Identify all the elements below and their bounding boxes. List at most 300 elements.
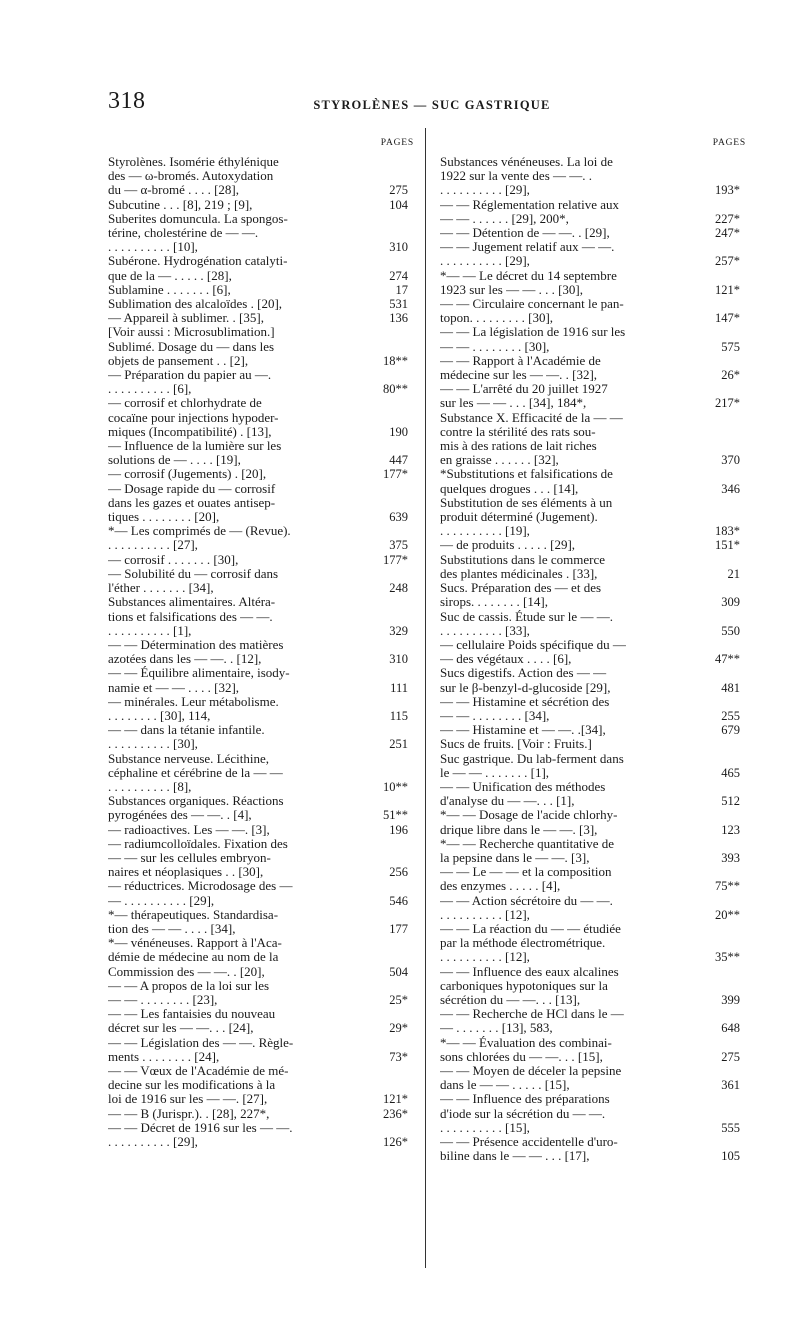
index-entry [108,212,408,226]
index-entry [108,325,408,339]
entry-text: — — Rapport à l'Académie de [440,353,601,368]
entry-text: — — Moyen de déceler la pepsine [440,1064,622,1078]
entry-text: carboniques hypotoniques sur la [440,978,608,993]
entry-text: tions et falsifications des — —. [108,609,273,624]
entry-text: [Voir aussi : Microsublimation.] [108,325,275,340]
index-entry [108,482,408,496]
entry-page: 73* [389,1049,408,1064]
entry-text: . . . . . . . . . . [29], [440,254,530,269]
entry-text: sur les — — . . . [34], 184*, [440,396,587,411]
index-entry [108,1121,408,1135]
index-entry [440,737,740,751]
entry-text: — — . . . . . . . . [30], [440,339,550,354]
entry-page: 136 [389,311,408,326]
entry-page: 105 [721,1149,740,1164]
index-entry [108,794,408,808]
entry-page: 310 [389,652,408,667]
index-entry [108,922,408,936]
entry-text: médecine sur les — —. . [32], [440,368,598,383]
entry-text: — corrosif et chlorhydrate de [108,396,262,411]
index-entry [108,695,408,709]
entry-text: tiques . . . . . . . . [20], [108,510,220,525]
entry-text: *— thérapeutiques. Standardisa- [108,907,279,922]
index-entry [440,780,740,794]
entry-page: 227* [715,211,740,226]
index-entry [440,297,740,311]
entry-page: 126* [383,1135,408,1150]
entry-text: Substances organiques. Réactions [108,794,284,809]
index-entry [440,752,740,766]
entry-text: — . . . . . . . . . . [29], [108,893,215,908]
index-entry [108,837,408,851]
index-entry [108,453,408,467]
entry-text: — — La législation de 1916 sur les [440,325,626,340]
index-entry [440,1135,740,1149]
entry-text: — — Décret de 1916 sur les — —. [108,1120,293,1135]
entry-text: *— — Recherche quantitative de [440,836,614,851]
index-entry [440,681,740,695]
index-entry [440,638,740,652]
entry-page: 639 [389,510,408,525]
index-entry [440,950,740,964]
index-entry [108,297,408,311]
index-entry [440,695,740,709]
page-number: 318 [108,88,146,114]
index-entry [440,1021,740,1035]
entry-text: . . . . . . . . . . [30], [108,737,198,752]
entry-page: 550 [721,623,740,638]
entry-text: Sucs. Préparation des — et des [440,581,602,596]
entry-text: . . . . . . . . . . [27], [108,538,198,553]
entry-page: 177 [389,921,408,936]
entry-text: — . . . . . . . [13], 583, [440,1021,553,1036]
entry-text: cocaïne pour injections hypoder- [108,410,279,425]
entry-text: 1922 sur la vente des — —. . [440,169,593,184]
index-entry [440,467,740,481]
entry-page: 375 [389,538,408,553]
index-entry [440,581,740,595]
index-entry [440,851,740,865]
index-entry [440,325,740,339]
index-entry [108,311,408,325]
entry-text: — — A propos de la loi sur les [108,978,270,993]
entry-page: 531 [389,297,408,312]
index-entry [108,538,408,552]
entry-page: 393 [721,850,740,865]
index-entry [440,993,740,1007]
entry-page: 256 [389,865,408,880]
entry-text: ments . . . . . . . . [24], [108,1049,220,1064]
index-entry [440,823,740,837]
entry-text: sons chlorées du — —. . . [15], [440,1049,603,1064]
index-entry [108,382,408,396]
entry-text: — — Circulaire concernant le pan- [440,297,624,312]
index-entry [108,226,408,240]
entry-page: 21 [727,566,740,581]
entry-text: dans le — — . . . . . [15], [440,1078,570,1093]
entry-page: 255 [721,708,740,723]
entry-text: — des végétaux . . . . [6], [440,652,572,667]
entry-text: . . . . . . . . . . [6], [108,382,192,397]
entry-page: 47** [715,652,740,667]
index-entry [440,368,740,382]
index-entry [108,894,408,908]
index-entry [108,496,408,510]
entry-text: produit déterminé (Jugement). [440,510,598,525]
entry-page: 147* [715,311,740,326]
entry-text: . . . . . . . . . . [10], [108,240,198,255]
index-entry [440,311,740,325]
index-entry [108,439,408,453]
entry-page: 236* [383,1106,408,1121]
index-entry [440,666,740,680]
entry-text: sur le β-benzyl-d-glucoside [29], [440,680,611,695]
index-entry [108,780,408,794]
entry-text: — — Jugement relatif aux — —. [440,240,615,255]
index-entry [108,766,408,780]
entry-text: — — Détermination des matières [108,637,284,652]
index-entry [440,510,740,524]
entry-text: Substances vénéneuses. La loi de [440,155,613,169]
entry-text: Suberites domuncula. La spongos- [108,211,288,226]
entry-text: — — dans la tétanie infantile. [108,723,265,738]
index-entry [440,709,740,723]
entry-text: — corrosif . . . . . . . [30], [108,552,239,567]
pages-label: PAGES [380,138,414,148]
index-entry [440,340,740,354]
entry-text: tion des — — . . . . [34], [108,921,236,936]
entry-text: la pepsine dans le — —. [3], [440,850,590,865]
entry-text: — Solubilité du — corrosif dans [108,566,279,581]
index-entry [440,198,740,212]
entry-page: 274 [389,268,408,283]
index-entry [440,894,740,908]
index-entry [440,226,740,240]
index-entry [440,567,740,581]
index-entry [440,183,740,197]
entry-page: 115 [389,708,408,723]
entry-page: 275 [721,1049,740,1064]
entry-text: — — B (Jurispr.). . [28], 227*, [108,1106,270,1121]
index-entry [440,155,740,169]
index-entry [108,652,408,666]
entry-page: 481 [721,680,740,695]
entry-text: — — Réglementation relative aux [440,197,620,212]
index-entry [108,425,408,439]
entry-text: *— Les comprimés de — (Revue). [108,524,291,539]
index-entry [108,865,408,879]
index-entry [440,936,740,950]
entry-page: 80** [383,382,408,397]
index-entry [108,993,408,1007]
index-entry [440,453,740,467]
entry-page: 275 [389,183,408,198]
entry-text: . . . . . . . . . . [29], [108,1135,198,1150]
entry-page: 257* [715,254,740,269]
index-entry [440,269,740,283]
index-entry [108,467,408,481]
entry-text: dans les gazes et ouates antisep- [108,495,276,510]
entry-text: — cellulaire Poids spécifique du — [440,637,626,652]
entry-page: 217* [715,396,740,411]
index-entry [108,808,408,822]
running-title: STYROLÈNES — SUC GASTRIQUE [313,98,551,112]
entry-text: *— — Le décret du 14 septembre [440,268,617,283]
entry-text: sirops. . . . . . . . [14], [440,595,548,610]
entry-page: 399 [721,992,740,1007]
index-entry [108,723,408,737]
entry-text: — — La réaction du — — étudiée [440,921,621,936]
entry-text: — minérales. Leur métabolisme. [108,694,279,709]
index-entry [108,396,408,410]
pages-label: PAGES [712,138,746,148]
index-entry [108,950,408,964]
index-entry [440,808,740,822]
index-entry [108,1135,408,1149]
index-entry [440,610,740,624]
index-entry [440,1064,740,1078]
index-entry [440,794,740,808]
entry-page: 177* [383,552,408,567]
index-entry [108,666,408,680]
entry-text: azotées dans les — —. . [12], [108,652,262,667]
entry-text: l'éther . . . . . . . [34], [108,581,214,596]
entry-page: 329 [389,623,408,638]
entry-text: — — . . . . . . [29], 200*, [440,211,569,226]
index-entry [440,1007,740,1021]
entry-text: — — Influence des préparations [440,1092,610,1107]
entry-page: 123 [721,822,740,837]
index-entry [108,340,408,354]
index-entry [440,1092,740,1106]
entry-page: 679 [721,723,740,738]
entry-page: 504 [389,964,408,979]
entry-text: Styrolènes. Isomérie éthylénique [108,155,279,169]
entry-text: *— — Dosage de l'acide chlorhy- [440,808,618,823]
index-entry [108,979,408,993]
entry-text: . . . . . . . . . . [19], [440,524,530,539]
index-entry [440,553,740,567]
index-entry [108,965,408,979]
entry-text: — Dosage rapide du — corrosif [108,481,276,496]
entry-page: 177* [383,467,408,482]
index-entry [440,908,740,922]
index-entry [108,510,408,524]
entry-text: . . . . . . . . . . [8], [108,779,192,794]
entry-text: namie et — — . . . . [32], [108,680,240,695]
index-entry [440,766,740,780]
entry-page: 251 [389,737,408,752]
index-entry [108,879,408,893]
entry-text: démie de médecine au nom de la [108,950,279,965]
entry-text: — — L'arrêté du 20 juillet 1927 [440,382,608,397]
index-entry [108,595,408,609]
entry-text: — de produits . . . . . [29], [440,538,576,553]
entry-page: 346 [721,481,740,496]
entry-text: . . . . . . . . . . [33], [440,623,530,638]
entry-text: — radioactives. Les — —. [3], [108,822,270,837]
index-entry [108,1050,408,1064]
index-entry [440,652,740,666]
index-entry [440,482,740,496]
entry-text: — — Équilibre alimentaire, isody- [108,666,290,681]
entry-page: 20** [715,907,740,922]
index-entry [108,567,408,581]
index-entry [108,1021,408,1035]
entry-text: . . . . . . . . [30], 114, [108,708,211,723]
entry-text: Subcutine . . . [8], 219 ; [9], [108,197,253,212]
entry-page: 111 [390,680,408,695]
entry-page: 26* [721,368,740,383]
index-entry [108,1107,408,1121]
entry-page: 104 [389,197,408,212]
entry-text: — Influence de la lumière sur les [108,439,282,454]
entry-text: — — Unification des méthodes [440,779,606,794]
index-entry [440,411,740,425]
index-entry [440,979,740,993]
entry-page: 546 [389,893,408,908]
entry-text: 1923 sur les — — . . . [30], [440,282,583,297]
entry-text: du — α-bromé . . . . [28], [108,183,240,198]
entry-text: mis à des rations de lait riches [440,439,597,454]
index-entry [108,681,408,695]
entry-text: . . . . . . . . . . [1], [108,623,192,638]
index-entry [108,269,408,283]
entry-text: solutions de — . . . . [19], [108,453,241,468]
entry-page: 447 [389,453,408,468]
entry-text: . . . . . . . . . . [12], [440,907,530,922]
entry-text: — — Les fantaisies du nouveau [108,1007,276,1022]
index-entry [108,851,408,865]
index-entry [108,553,408,567]
entry-text: Sublamine . . . . . . . [6], [108,282,231,297]
entry-page: 121* [383,1092,408,1107]
entry-page: 193* [715,183,740,198]
index-entry [108,198,408,212]
index-entry [108,283,408,297]
entry-text: — Appareil à sublimer. . [35], [108,311,264,326]
index-entry [108,1036,408,1050]
entry-text: *— — Évaluation des combinai- [440,1035,612,1050]
entry-page: 555 [721,1120,740,1135]
entry-text: Sublimé. Dosage du — dans les [108,339,275,354]
entry-text: Substitution de ses éléments à un [440,495,613,510]
entry-text: miques (Incompatibilité) . [13], [108,424,272,439]
index-entry [440,837,740,851]
entry-text: drique libre dans le — —. [3], [440,822,598,837]
entry-text: — — . . . . . . . . [34], [440,708,550,723]
index-entry [440,496,740,510]
entry-text: le — — . . . . . . . [1], [440,765,550,780]
entry-page: 51** [383,808,408,823]
entry-page: 121* [715,282,740,297]
index-entry [108,183,408,197]
entry-text: — — sur les cellules embryon- [108,850,271,865]
index-entry [108,823,408,837]
entry-text: biline dans le — — . . . [17], [440,1149,590,1164]
index-entry [440,1121,740,1135]
entry-text: en graisse . . . . . . [32], [440,453,559,468]
entry-page: 310 [389,240,408,255]
index-entry [440,439,740,453]
entry-text: . . . . . . . . . . [12], [440,950,530,965]
index-entries [108,155,408,1149]
entry-text: pyrogénées des — —. . [4], [108,808,252,823]
entry-text: *Substitutions et falsifications de [440,467,613,482]
index-entry [108,737,408,751]
index-entry [108,581,408,595]
entry-page: 247* [715,226,740,241]
index-entry [108,752,408,766]
entry-text: Sublimation des alcaloïdes . [20], [108,297,283,312]
entry-page: 648 [721,1021,740,1036]
index-entry [440,1036,740,1050]
index-entry [440,538,740,552]
entry-page: 361 [721,1078,740,1093]
index-entry [108,1007,408,1021]
entry-page: 465 [721,765,740,780]
entry-text: *— vénéneuses. Rapport à l'Aca- [108,936,282,951]
entry-text: — — Recherche de HCl dans le — [440,1007,624,1022]
index-entry [440,723,740,737]
index-entry [108,524,408,538]
entry-text: Sucs digestifs. Action des — — [440,666,607,681]
index-entry [440,922,740,936]
index-entry [440,1107,740,1121]
entry-text: loi de 1916 sur les — —. [27], [108,1092,268,1107]
index-entry [440,254,740,268]
entry-text: — — Présence accidentelle d'uro- [440,1135,618,1150]
index-entry [108,709,408,723]
entry-text: des plantes médicinales . [33], [440,566,598,581]
entry-text: contre la stérilité des rats sou- [440,424,596,439]
index-entry [440,425,740,439]
entry-text: — — Histamine et sécrétion des [440,694,610,709]
entry-text: — — Législation des — —. Règle- [108,1035,294,1050]
index-entry [108,1078,408,1092]
index-entry [440,879,740,893]
entry-page: 512 [721,794,740,809]
entry-text: Substances alimentaires. Altéra- [108,595,276,610]
index-entry [108,254,408,268]
entry-text: quelques drogues . . . [14], [440,481,579,496]
entry-text: des enzymes . . . . . [4], [440,879,561,894]
index-entry [440,1050,740,1064]
entry-page: 183* [715,524,740,539]
entry-text: topon. . . . . . . . . [30], [440,311,554,326]
index-entry [440,865,740,879]
entry-text: céphaline et cérébrine de la — — [108,765,283,780]
entry-text: Suc de cassis. Étude sur le — —. [440,609,613,624]
index-entry [440,382,740,396]
entry-page: 151* [715,538,740,553]
index-entry [440,169,740,183]
entry-text: par la méthode électrométrique. [440,936,606,951]
entry-text: — — Influence des eaux alcalines [440,964,619,979]
column-divider [425,128,426,1268]
index-entry [440,624,740,638]
index-entry [440,1149,740,1163]
entry-text: Substance nerveuse. Lécithine, [108,751,269,766]
entry-page: 10** [383,779,408,794]
entry-text: que de la — . . . . . [28], [108,268,232,283]
entry-page: 29* [389,1021,408,1036]
index-entry [440,354,740,368]
entry-page: 18** [383,353,408,368]
entry-page: 309 [721,595,740,610]
index-entry [440,965,740,979]
entry-page: 196 [389,822,408,837]
